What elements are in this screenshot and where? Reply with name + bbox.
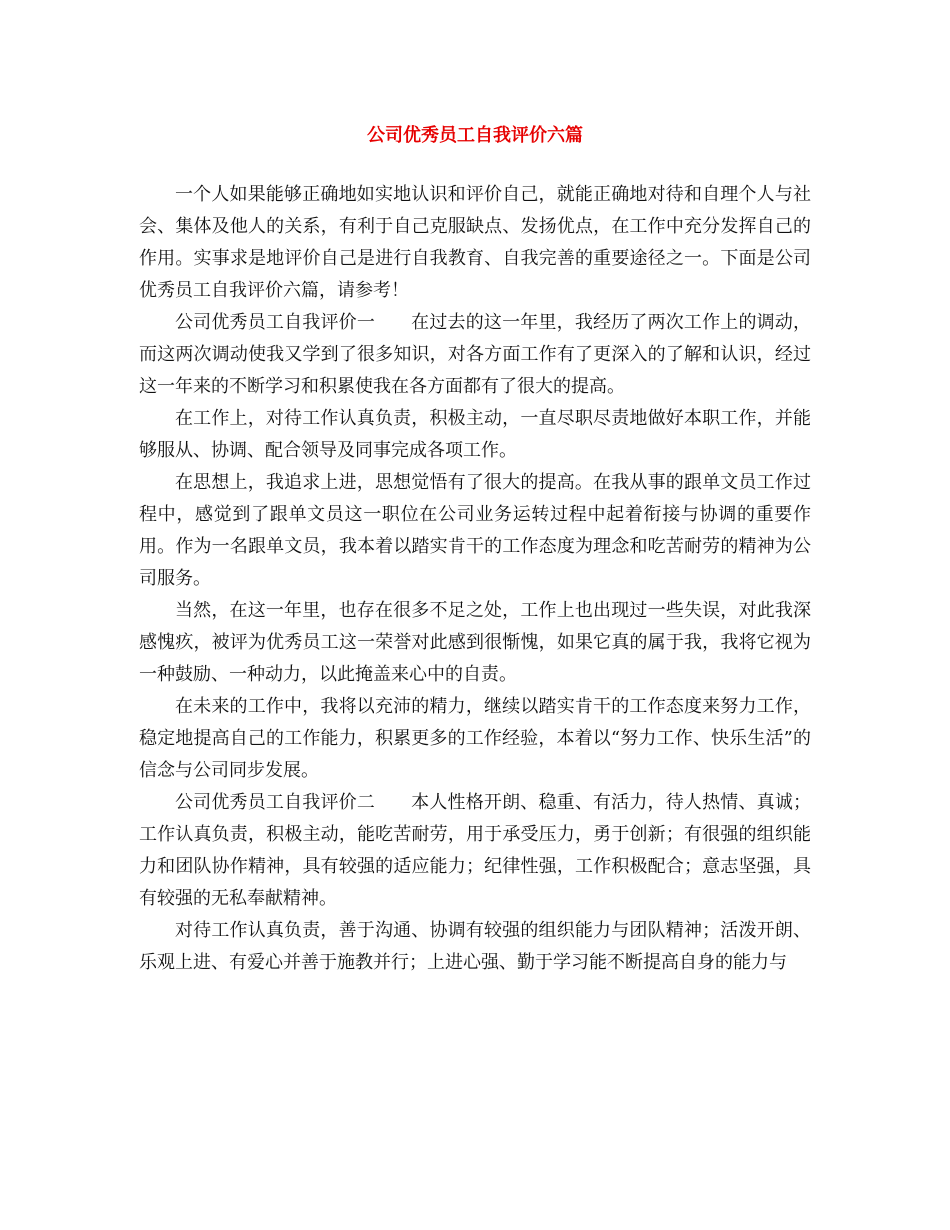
paragraph-section-one	[139, 307, 811, 403]
paragraph-text: 对待工作认真负责，善于沟通、协调有较强的组织能力与团队精神；活泼开朗、乐观上进、有爱心并善于施教并行；上进心强、勤于学习能不断提高自身的能力与	[139, 920, 811, 973]
section-heading: 公司优秀员工自我评价一	[175, 312, 375, 333]
paragraph-section-two	[139, 787, 811, 915]
paragraph-text: 本人性格开朗、稳重、有活力，待人热情、真诚；工作认真负责，积极主动，能吃苦耐劳，用于承受压力，勇于创新；有很强的组织能力和团队协作精神，具有较强的适应能力；纪律性强，工作积极配合；意志坚强，具有较强的无私奉献精神。	[139, 792, 811, 909]
paragraph-text: 一个人如果能够正确地如实地认识和评价自己，就能正确地对待和自理个人与社会、集体及他人的关系，有利于自己克服缺点、发扬优点，在工作中充分发挥自己的作用。实事求是地评价自己是进行自我教育、自我完善的重要途径之一。下面是公司优秀员工自我评价六篇，请参考！	[139, 184, 811, 301]
paragraph-intro	[139, 179, 811, 307]
document-body	[139, 179, 811, 979]
paragraph-work	[139, 403, 811, 467]
paragraph-thought	[139, 467, 811, 595]
paragraph-text: 在过去的这一年里，我经历了两次工作上的调动，而这两次调动使我又学到了很多知识，对各方面工作有了更深入的了解和认识，经过这一年来的不断学习和积累使我在各方面都有了很大的提高。	[139, 312, 811, 397]
paragraph-text: 在思想上，我追求上进，思想觉悟有了很大的提高。在我从事的跟单文员工作过程中，感觉到了跟单文员这一职位在公司业务运转过程中起着衔接与协调的重要作用。作为一名跟单文员，我本着以踏实肯干的工作态度为理念和吃苦耐劳的精神为公司服务。	[139, 472, 811, 589]
paragraph-attitude	[139, 915, 811, 979]
paragraph-shortcomings	[139, 595, 811, 691]
paragraph-text: 在未来的工作中，我将以充沛的精力，继续以踏实肯干的工作态度来努力工作，稳定地提高自己的工作能力，积累更多的工作经验，本着以“努力工作、快乐生活”的信念与公司同步发展。	[139, 696, 811, 781]
paragraph-text: 在工作上，对待工作认真负责，积极主动，一直尽职尽责地做好本职工作，并能够服从、协调、配合领导及同事完成各项工作。	[139, 408, 811, 461]
section-heading: 公司优秀员工自我评价二	[175, 792, 375, 813]
paragraph-future	[139, 691, 811, 787]
document-title: 公司优秀员工自我评价六篇	[367, 125, 583, 146]
paragraph-text: 当然，在这一年里，也存在很多不足之处，工作上也出现过一些失误，对此我深感愧疚，被评为优秀员工这一荣誉对此感到很惭愧，如果它真的属于我，我将它视为一种鼓励、一种动力，以此掩盖来心中的自责。	[139, 600, 811, 685]
